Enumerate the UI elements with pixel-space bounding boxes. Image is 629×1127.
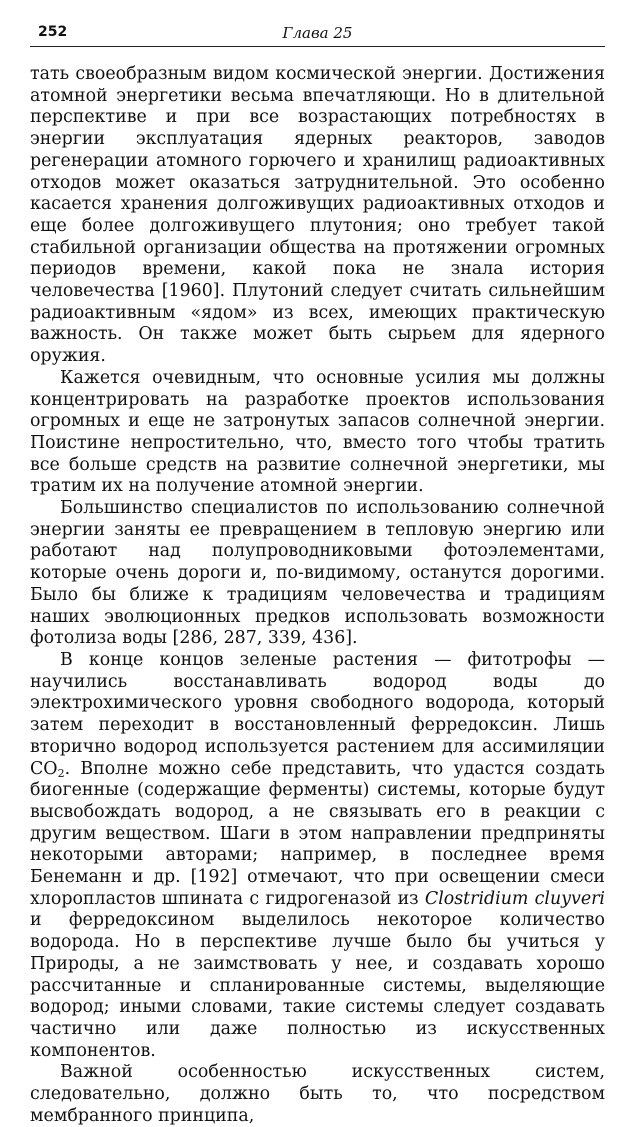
page-header [30, 24, 605, 46]
paragraph-1: тать своеобразным видом космической энергии. Достижения атомной энергетики весьма впечатляющи. Но в длительной перспективе и при все возрастающих потребностях в энергии эксплуатация ядерных реакторов, заводов регенерации атомного горючего и хранилищ радиоактивных отходов может оказаться затруднительной. Это особенно касается хранения долгоживущих радиоактивных отходов и еще более долгоживущего плутония; оно требует такой стабильной организации общества на протяжении огромных периодов времени, какой пока не знала история человечества [1960]. Плутоний следует считать сильнейшим радиоактивным «ядом» из всех, имеющих практическую важность. Он также может быть сырьем для ядерного оружия. [30, 64, 605, 367]
book-page [30, 24, 605, 1126]
header-rule [30, 46, 605, 47]
co2-subscript: 2 [57, 766, 65, 780]
species-name: Clostridium cluyveri [424, 888, 605, 909]
paragraph-4-part-b: . Вполне можно себе представить, что удастся создать биогенные (содержащие ферменты) системы, которые будут высвобождать водород, а не связывать его в реакции с другим веществом. Шаги в этом направлении предприняты некоторыми авторами; например, в последнее время Бенеманн и др. [192] отмечают, что при освещении смеси хлоропластов шпината с гидрогеназой из [30, 758, 605, 909]
paragraph-4-part-c: и ферредоксином выделилось некоторое количество водорода. Но в перспективе лучше было бы учиться у Природы, а не заимствовать у нее, и создавать хорошо рассчитанные и спланированные системы, выделяющие водород; иными словами, такие системы следует создавать частично или даже полностью из искусственных компонентов. [30, 910, 605, 1061]
paragraph-4-part-a: В конце концов зеленые растения — фитотрофы — научились восстанавливать водород воды до электрохимического уровня свободного водорода, который затем переходит в восстановленный ферредоксин. Лишь вторично водород используется растением для ассимиляции CO [30, 649, 605, 779]
paragraph-3: Большинство специалистов по использованию солнечной энергии заняты ее превращением в тепловую энергию или работают над полупроводниковыми фотоэлементами, которые очень дороги и, по-видимому, останутся дорогими. Было бы ближе к традициям человечества и традициям наших эволюционных предков использовать возможности фотолиза воды [286, 287, 339, 436]. [30, 498, 605, 649]
chapter-title: Глава 25 [282, 24, 353, 42]
body-text [30, 64, 605, 1127]
paragraph-2: Кажется очевидным, что основные усилия мы должны концентрировать на разработке проектов использования огромных и еще не затронутых запасов солнечной энергии. Поистине непростительно, что, вместо того чтобы тратить все больше средств на развитие солнечной энергетики, мы тратим их на получение атомной энергии. [30, 367, 605, 497]
paragraph-5: Важной особенностью искусственных систем, следовательно, должно быть то, что посредством мембранного принципа, [30, 1062, 605, 1126]
page-number: 252 [38, 24, 68, 40]
paragraph-4 [30, 650, 605, 1062]
